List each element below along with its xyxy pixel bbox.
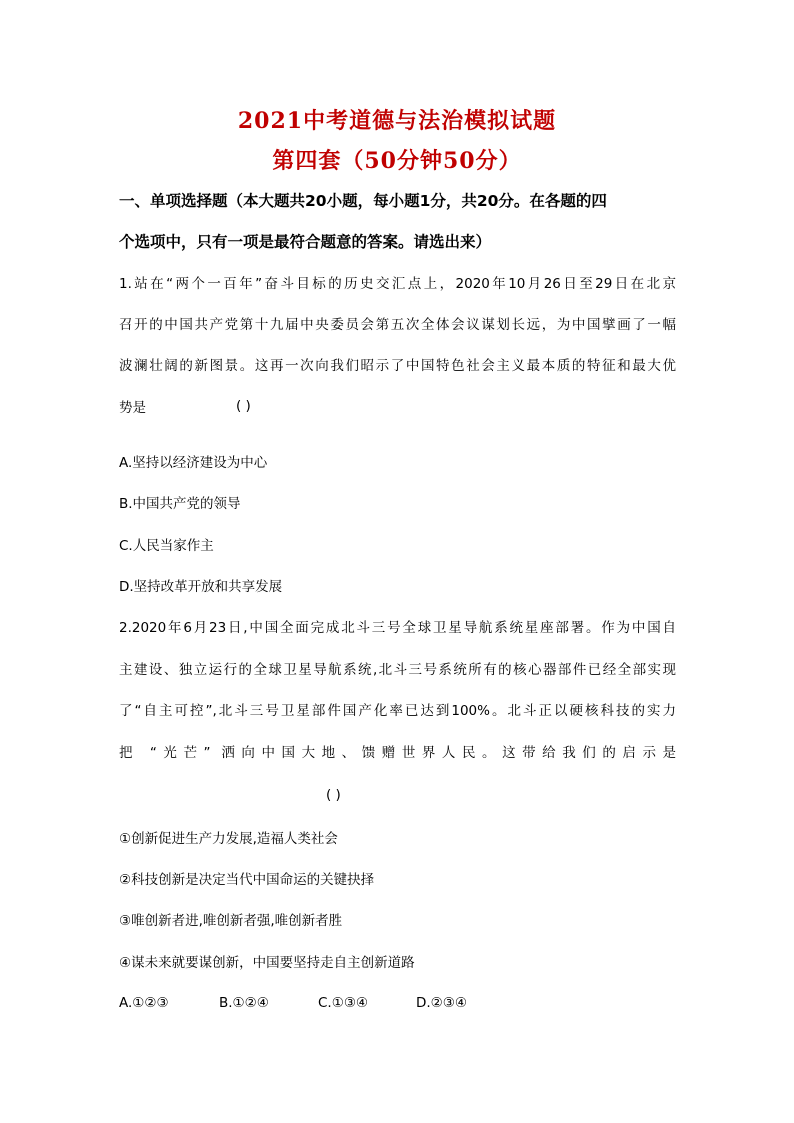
q1-option-b: B.中国共产党的领导 [119,496,241,512]
q1-text-line-2: 召开的中国共产党第十九届中央委员会第五次全体会议谋划长远，为中国擘画了一幅 [119,317,676,333]
q2-statement-4: ④谋未来就要谋创新，中国要坚持走自主创新道路 [119,955,415,971]
q2-answer-parentheses: ( ) [326,787,341,803]
q2-statement-2: ②科技创新是决定当代中国命运的关键抉择 [119,872,375,888]
q1-answer-parentheses: ( ) [236,398,251,414]
q2-text-line-4: 把 “光芒” 洒向中国大地、馈赠世界人民。这带给我们的启示是 [119,745,676,761]
q2-option-b: B.①②④ [219,995,269,1011]
q2-options-row [119,995,467,1011]
q1-option-c: C.人民当家作主 [119,538,214,554]
q2-option-c: C.①③④ [318,995,369,1011]
q2-text-line-1: 2.2020年6月23日,中国全面完成北斗三号全球卫星导航系统星座部署。作为中国自 [119,620,676,636]
q1-text-line-3: 波澜壮阔的新图景。这再一次向我们昭示了中国特色社会主义最本质的特征和最大优 [119,358,676,374]
q2-text-line-3: 了“自主可控”,北斗三号卫星部件国产化率已达到100%。北斗正以硬核科技的实力 [119,703,676,719]
section-heading-line-2: 个选项中，只有一项是最符合题意的答案。请选出来） [119,233,492,251]
q2-statement-3: ③唯创新者进,唯创新者强,唯创新者胜 [119,913,343,929]
q1-option-a: A.坚持以经济建设为中心 [119,455,268,471]
q1-option-d: D.坚持改革开放和共享发展 [119,579,283,595]
q2-option-a: A.①②③ [119,995,169,1011]
q2-text-line-2: 主建设、独立运行的全球卫星导航系统,北斗三号系统所有的核心器部件已经全部实现 [119,662,676,678]
q2-statement-1: ①创新促进生产力发展,造福人类社会 [119,831,338,847]
q2-option-d: D.②③④ [416,995,467,1011]
document-subtitle: 第四套（50分钟50分） [272,148,522,174]
q1-text-line-1: 1.站在“两个一百年”奋斗目标的历史交汇点上，2020年10月26日至29日在北京 [119,276,676,292]
document-title: 2021中考道德与法治模拟试题 [237,108,557,134]
section-heading-line-1: 一、单项选择题（本大题共20小题，每小题1分，共20分。在各题的四 [119,192,607,210]
q1-text-line-4: 势是 [119,400,146,416]
